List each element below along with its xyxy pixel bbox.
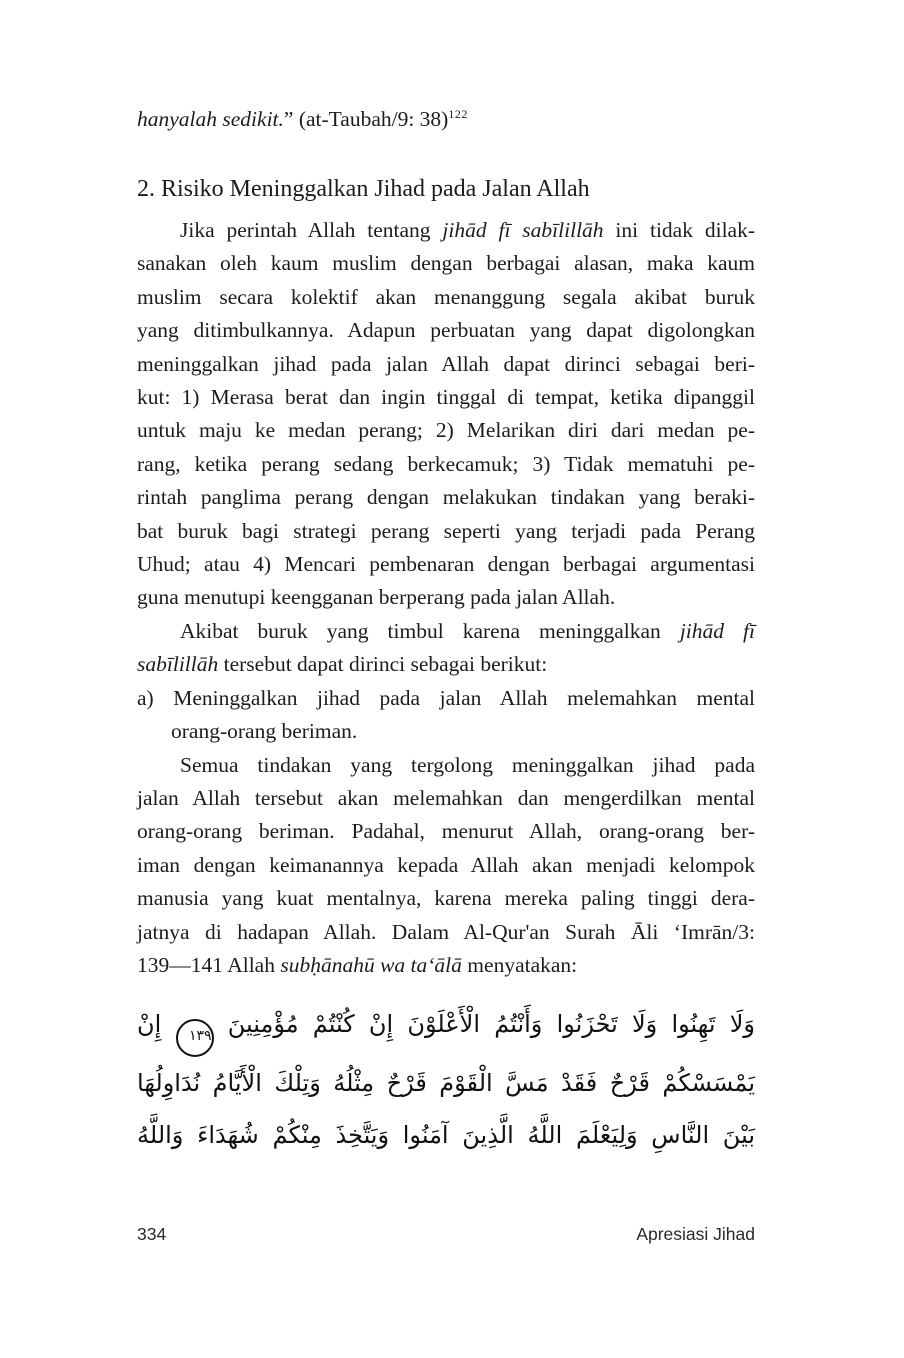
arabic-line-1-tail: إِنْ bbox=[137, 1010, 162, 1039]
arabic-line-2: يَمْسَسْكُمْ قَرْحٌ فَقَدْ مَسَّ الْقَوْمَ قَرْحٌ مِثْلُهُ وَتِلْكَ الْأَيَّامُ نُدَاوِلُهَا bbox=[137, 1069, 755, 1098]
text-line: jatnya di hadapan Allah. Dalam Al-Qur'an Surah Āli ‘Imrān/3: bbox=[137, 919, 755, 944]
text-line: orang-orang beriman. bbox=[171, 719, 358, 744]
running-title: Apresiasi Jihad bbox=[636, 1224, 755, 1244]
text-line: untuk maju ke medan perang; 2) Melarikan diri dari medan pe- bbox=[137, 418, 755, 443]
closing-quote-mark: ” bbox=[283, 107, 294, 131]
quote-italic-text: hanyalah sedikit. bbox=[137, 107, 284, 131]
quote-citation-line bbox=[137, 104, 755, 134]
text-line: Akibat buruk yang timbul karena meninggalkan jihād fī bbox=[180, 618, 755, 643]
text-line: sanakan oleh kaum muslim dengan berbagai alasan, maka kaum bbox=[137, 251, 755, 276]
page-number: 334 bbox=[137, 1224, 167, 1244]
text-line: guna menutupi keengganan berperang pada jalan Allah. bbox=[137, 585, 616, 610]
quote-reference: (at-Taubah/9: 38) bbox=[293, 107, 449, 131]
text-line: rintah panglima perang dengan melakukan tindakan yang beraki- bbox=[137, 485, 755, 510]
text-line: iman dengan keimanannya kepada Allah akan menjadi kelompok bbox=[137, 852, 755, 877]
arabic-line-1 bbox=[137, 998, 755, 1057]
text-line: Uhud; atau 4) Mencari pembenaran dengan berbagai argumentasi bbox=[137, 552, 755, 577]
text-line: muslim secara kolektif akan menanggung segala akibat buruk bbox=[137, 284, 755, 309]
ayah-number-marker bbox=[176, 1019, 214, 1057]
ayah-number: ١٣٩ bbox=[188, 1028, 212, 1045]
section-heading: 2. Risiko Meninggalkan Jihad pada Jalan Allah bbox=[137, 176, 590, 202]
text-line: yang ditimbulkannya. Adapun perbuatan yang dapat digolongkan bbox=[137, 318, 755, 343]
text-line: bat buruk bagi strategi perang seperti yang terjadi pada Perang bbox=[137, 518, 755, 543]
text-line: Jika perintah Allah tentang jihād fī sabīlillāh ini tidak dilak- bbox=[180, 218, 755, 242]
text-line: Semua tindakan yang tergolong meninggalkan jihad pada bbox=[180, 752, 755, 777]
arabic-line-1-text: وَلَا تَهِنُوا وَلَا تَحْزَنُوا وَأَنْتُمُ الْأَعْلَوْنَ إِنْ كُنْتُمْ مُؤْمِنِينَ bbox=[227, 1010, 755, 1039]
text-line: manusia yang kuat mentalnya, karena mereka paling tinggi dera- bbox=[137, 886, 755, 911]
text-line: kut: 1) Merasa berat dan ingin tinggal di tempat, ketika dipanggil bbox=[137, 385, 755, 410]
page-footer bbox=[137, 1224, 755, 1245]
body-text bbox=[137, 214, 755, 982]
text-line: orang-orang beriman. Padahal, menurut Allah, orang-orang ber- bbox=[137, 819, 755, 844]
text-line: meninggalkan jihad pada jalan Allah dapat dirinci sebagai beri- bbox=[137, 351, 755, 376]
arabic-line-3: بَيْنَ النَّاسِ وَلِيَعْلَمَ اللَّهُ الَّذِينَ آمَنُوا وَيَتَّخِذَ مِنْكُمْ شُهَدَاءَ وَاللَّهُ bbox=[137, 1121, 755, 1150]
text-line: rang, ketika perang sedang berkecamuk; 3) Tidak mematuhi pe- bbox=[137, 451, 755, 476]
footnote-reference: 122 bbox=[448, 106, 468, 121]
text-line: 139—141 Allah subḥānahū wa ta‘ālā menyatakan: bbox=[137, 952, 578, 977]
text-line: a) Meninggalkan jihad pada jalan Allah melemahkan mental bbox=[137, 685, 755, 710]
arabic-verse-block bbox=[137, 998, 755, 1161]
text-line: jalan Allah tersebut akan melemahkan dan mengerdilkan mental bbox=[137, 785, 755, 810]
text-line: sabīlillāh tersebut dapat dirinci sebagai berikut: bbox=[137, 652, 548, 677]
